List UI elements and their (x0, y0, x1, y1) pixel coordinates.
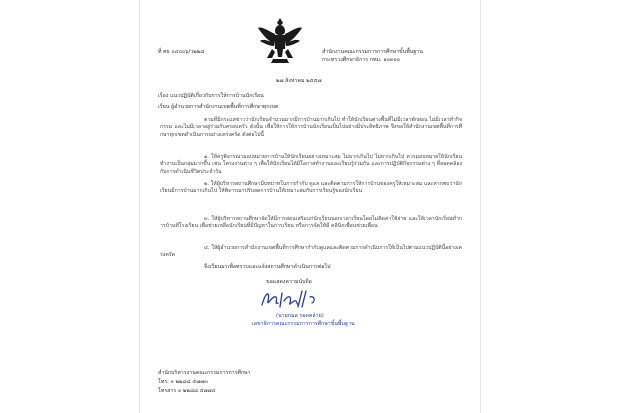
sender-address: กระทรวงศึกษาธิการ กทม. ๑๐๓๐๐ (322, 57, 401, 63)
garuda-emblem-icon (257, 16, 303, 66)
item-3: ๓. ให้ผู้บริหารสถานศึกษาจัดให้มีการสอนเสริมแก่นักเรียนนอกเวลาเรียนโดยไม่คิดค่าใช้จ่าย และให้เวลานักเรียนทำการบ้านที่โรงเรียน เพื่อช่วยเหลือนักเรียนที่มีปัญหาในการเรียน หรือการจัดให้มี คลินิกเพื่อนช่วยเพื่อน (160, 216, 462, 230)
signer-title: เลขาธิการคณะกรรมการการศึกษาขั้นพื้นฐาน (252, 321, 355, 327)
intro-paragraph: ตามที่มีกระแสข่าวว่านักเรียนจำนวนมากมีการบ้านมากเกินไป ทำให้นักเรียนต่างพื้นที่ไม่มีเวลาพักผ่อน ไม่มีเวลาทำกิจกรรม และไม่มีเวลาอยู่ร่วมกับครอบครัว ดังนั้น เพื่อให้การให้การบ้านนักเรียนเป็นไปอย่างมีประสิทธิภาพ จึงขอให้สำนักงานเขตพื้นที่การศึกษาทุกเขตดำเนินการอย่างเคร่งครัด ดังต่อไปนี้ (160, 117, 462, 138)
item-2: ๒. ให้ผู้บริหารสถานศึกษามีบทบาทในการกำกับ ดูแล และติดตามการให้การบ้านของครูให้เหมาะสม และหากพบว่านักเรียนมีการบ้านมากเกินไป ให้พิจารณาปรับลดการบ้านให้เหมาะสมกับการเรียนรู้ของนักเรียน (160, 181, 462, 195)
letter-subject: เรื่อง แนวปฏิบัติเกี่ยวกับการให้การบ้านนักเรียน (158, 93, 264, 99)
letter-recipient: เรียน ผู้อำนวยการสำนักงานเขตพื้นที่การศึกษาทุกเขต (158, 104, 279, 110)
closing-request: จึงเรียนมาเพื่อทราบและแจ้งสถานศึกษาดำเนินการต่อไป (204, 264, 331, 270)
item-1: ๑. ให้ครูพิจารณามอบหมายการบ้านให้นักเรียนอย่างเหมาะสม ไม่มากเกินไป ไม่ยากเกินไป ควรมอบหมายให้นักเรียนทำงานเป็นกลุ่มมากขึ้น เช่น โครงงานต่าง ๆ เพื่อให้นักเรียนได้มีโอกาสทำงานและเรียนรู้ร่วมกัน และการปฏิบัติกิจกรรมต่าง ๆ ที่สอดคล้องกับการดำเนินชีวิตประจำวัน (160, 154, 462, 175)
sender-office: สำนักงานคณะกรรมการการศึกษาขั้นพื้นฐาน (322, 49, 423, 55)
letter-date: ๒๗ สิงหาคม ๒๕๕๗ (276, 78, 322, 84)
footer-office: สำนักบริหารงานคณะกรรมการการศึกษา (158, 370, 251, 376)
signature-image (258, 287, 322, 311)
item-4: ๔. ให้ผู้อำนวยการสำนักงานเขตพื้นที่การศึกษากำกับดูแลและติดตามการดำเนินการให้เป็นไปตามแนวปฏิบัตินี้อย่างเคร่งครัด (160, 245, 462, 259)
signer-name: (นายกมล รอดคล้าย) (276, 313, 324, 319)
valediction: ขอแสดงความนับถือ (266, 279, 312, 285)
footer-phone: โทร. ๐ ๒๒๘๘ ๕๗๗๓ (158, 379, 208, 385)
page-right-edge (480, 0, 481, 413)
page-left-edge (139, 0, 140, 413)
document-number: ที่ ศธ ๐๔๐๐๖/ว๒๒๘ (158, 49, 205, 55)
footer-fax: โทรสาร ๐ ๒๒๘๘ ๕๗๗๔ (158, 388, 216, 394)
